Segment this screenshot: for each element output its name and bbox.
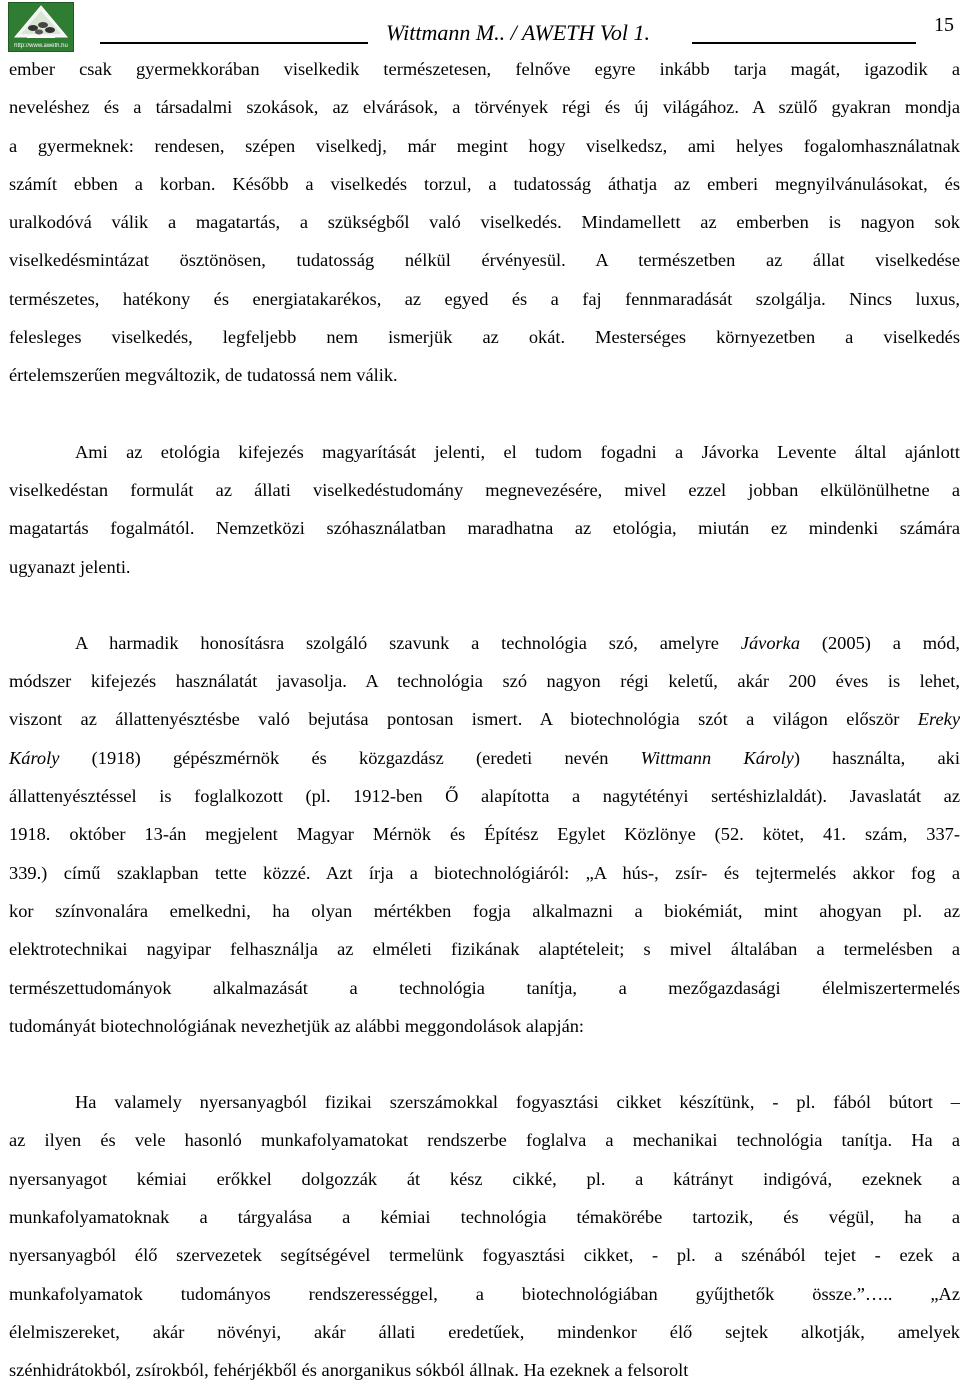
page-number: 15 — [934, 14, 954, 36]
text-run: Ami az etológia kifejezés magyarítását jelenti, el tudom fogadni a Jávorka Levente által ajánlott — [75, 441, 960, 462]
text-run: szénhidrátokból, zsírokból, fehérjékből és anorganikus sókból állnak. Ha ezeknek a felsorolt — [9, 1360, 689, 1381]
text-run: 339.) című szaklapban tette közzé. Azt írja a biotechnológiáról: „A hús-, zsír- és tejtermelés akkor fog a — [9, 862, 960, 883]
text-run: nyersanyagot kémiai erőkkel dolgozzák át kész cikké, pl. a kátrányt indigóvá, ezeknek a — [9, 1168, 960, 1189]
text-line — [9, 203, 960, 241]
text-line — [9, 662, 960, 700]
text-line — [9, 471, 960, 509]
text-run: nyersanyagból élő szervezetek segítségével termelünk fogyasztási cikket, - pl. a szénából tejet - ezek a — [9, 1245, 960, 1266]
header-rule-right — [692, 42, 916, 44]
text-line — [9, 1121, 960, 1159]
sheep-herd-logo-icon — [9, 3, 73, 43]
text-run: ugyanazt jelenti. — [9, 556, 131, 577]
text-run: A harmadik honosításra szolgáló szavunk a technológia szó, amelyre — [75, 632, 741, 653]
text-run: elektrotechnikai nagyipar felhasználja az elméleti fizikának alaptételeit; s mivel általában a termelésben a — [9, 939, 960, 960]
text-run: számít ebben a korban. Később a viselkedés torzul, a tudatosság áthatja az emberi megnyilvánulásokat, és — [9, 173, 960, 194]
text-run: állattenyésztéssel is foglalkozott (pl. 1912-ben Ő alapította a nagytétényi sertéshizlaldát). Javaslatát az — [9, 786, 960, 807]
body-text — [9, 50, 960, 1390]
text-line — [9, 1351, 960, 1389]
text-line — [9, 1007, 960, 1045]
text-line — [9, 1313, 960, 1351]
text-line — [9, 815, 960, 853]
text-run: ember csak gyermekkorában viselkedik természetesen, felnőve egyre inkább tarja magát, igazodik a — [9, 59, 960, 79]
text-run: 1918. október 13-án megjelent Magyar Mérnök és Építész Egylet Közlönye (52. kötet, 41. szám, 337- — [9, 824, 960, 845]
text-line — [9, 777, 960, 815]
italic-name: Wittmann Károly — [640, 747, 794, 768]
text-line — [9, 318, 960, 356]
text-run: viselkedéstan formulát az állati viselkedéstudomány megnevezésére, mivel ezzel jobban elkülönülhetne a — [9, 479, 960, 500]
text-run: ) használta, aki — [793, 747, 960, 768]
text-line — [9, 127, 960, 165]
text-run: természettudományok alkalmazását a technológia tanítja, a mezőgazdasági élelmiszertermelés — [9, 977, 960, 998]
journal-logo — [8, 2, 74, 52]
text-line — [9, 700, 960, 738]
text-run: természetes, hatékony és energiatakarékos, az egyed és a faj fennmaradását szolgálja. Nincs luxus, — [9, 288, 960, 309]
text-run: tudományát biotechnológiának nevezhetjük az alábbi meggondolások alapján: — [9, 1015, 585, 1036]
text-line — [9, 969, 960, 1007]
text-run: neveléshez és a társadalmi szokások, az elvárások, a törvények régi és új világához. A szülő gyakran mondja — [9, 97, 960, 118]
text-line — [9, 241, 960, 279]
text-line — [9, 1236, 960, 1274]
text-run: uralkodóvá válik a magatartás, a szükségből való viselkedés. Mindamellett az emberben is nagyon sok — [9, 212, 960, 233]
text-line — [9, 930, 960, 968]
text-line — [9, 892, 960, 930]
text-line — [9, 433, 960, 471]
text-run: (2005) a mód, — [800, 632, 960, 653]
text-line — [9, 280, 960, 318]
text-run: módszer kifejezés használatát javasolja. A technológia szó nagyon régi keletű, akár 200 éves is lehet, — [9, 671, 960, 692]
text-run: értelemszerűen megváltozik, de tudatossá nem válik. — [9, 365, 398, 386]
text-run: viselkedésmintázat ösztönösen, tudatosság nélkül érvényesül. A természetben az állat viselkedése — [9, 250, 960, 271]
text-run: viszont az állattenyésztésbe való bejutása pontosan ismert. A biotechnológia szót a világon először — [9, 709, 918, 730]
text-line — [9, 1160, 960, 1198]
text-line — [9, 1083, 960, 1121]
text-line — [9, 739, 960, 777]
header-title: Wittmann M.. / AWETH Vol 1. — [386, 20, 650, 45]
text-run: felesleges viselkedés, legfeljebb nem ismerjük az okát. Mesterséges környezetben a viselkedés — [9, 327, 960, 348]
text-run: kor színvonalára emelkedni, ha olyan mértékben fogja alkalmazni a biokémiát, mint ahogyan pl. az — [9, 900, 960, 921]
text-line — [9, 509, 960, 547]
text-line — [9, 1198, 960, 1236]
text-run: munkafolyamatoknak a tárgyalása a kémiai technológia témakörébe tartozik, és végül, ha a — [9, 1207, 960, 1228]
logo-caption: http://www.aweth.hu — [14, 43, 68, 49]
text-line — [9, 165, 960, 203]
text-run: élelmiszereket, akár növényi, akár állati eredetűek, mindenkor élő sejtek alkotják, amelyek — [9, 1321, 960, 1342]
text-run: munkafolyamatok tudományos rendszerességgel, a biotechnológiában gyűjthetők össze.”….. „Az — [9, 1283, 960, 1304]
text-run: az ilyen és vele hasonló munkafolyamatokat rendszerbe foglalva a mechanikai technológia tanítja. Ha a — [9, 1130, 960, 1151]
text-run: magatartás fogalmától. Nemzetközi szóhasználatban maradhatna az etológia, miután ez mindenki számára — [9, 518, 960, 539]
text-line — [9, 50, 960, 88]
text-run: a gyermeknek: rendesen, szépen viselkedj, már megint hogy viselkedsz, ami helyes fogalomhasználatnak — [9, 135, 960, 156]
text-line — [9, 624, 960, 662]
text-line — [9, 88, 960, 126]
text-line — [9, 356, 960, 394]
italic-name: Jávorka — [740, 632, 801, 653]
italic-name: Károly — [9, 747, 60, 768]
text-run: Ha valamely nyersanyagból fizikai szerszámokkal fogyasztási cikket készítünk, - pl. fából bútort – — [75, 1092, 960, 1113]
running-header — [100, 20, 920, 48]
text-line — [9, 854, 960, 892]
italic-name: Ereky — [917, 709, 960, 730]
header-rule-left — [100, 42, 368, 44]
text-run: (1918) gépészmérnök és közgazdász (eredeti nevén — [59, 747, 641, 768]
text-line — [9, 548, 960, 586]
text-line — [9, 1275, 960, 1313]
